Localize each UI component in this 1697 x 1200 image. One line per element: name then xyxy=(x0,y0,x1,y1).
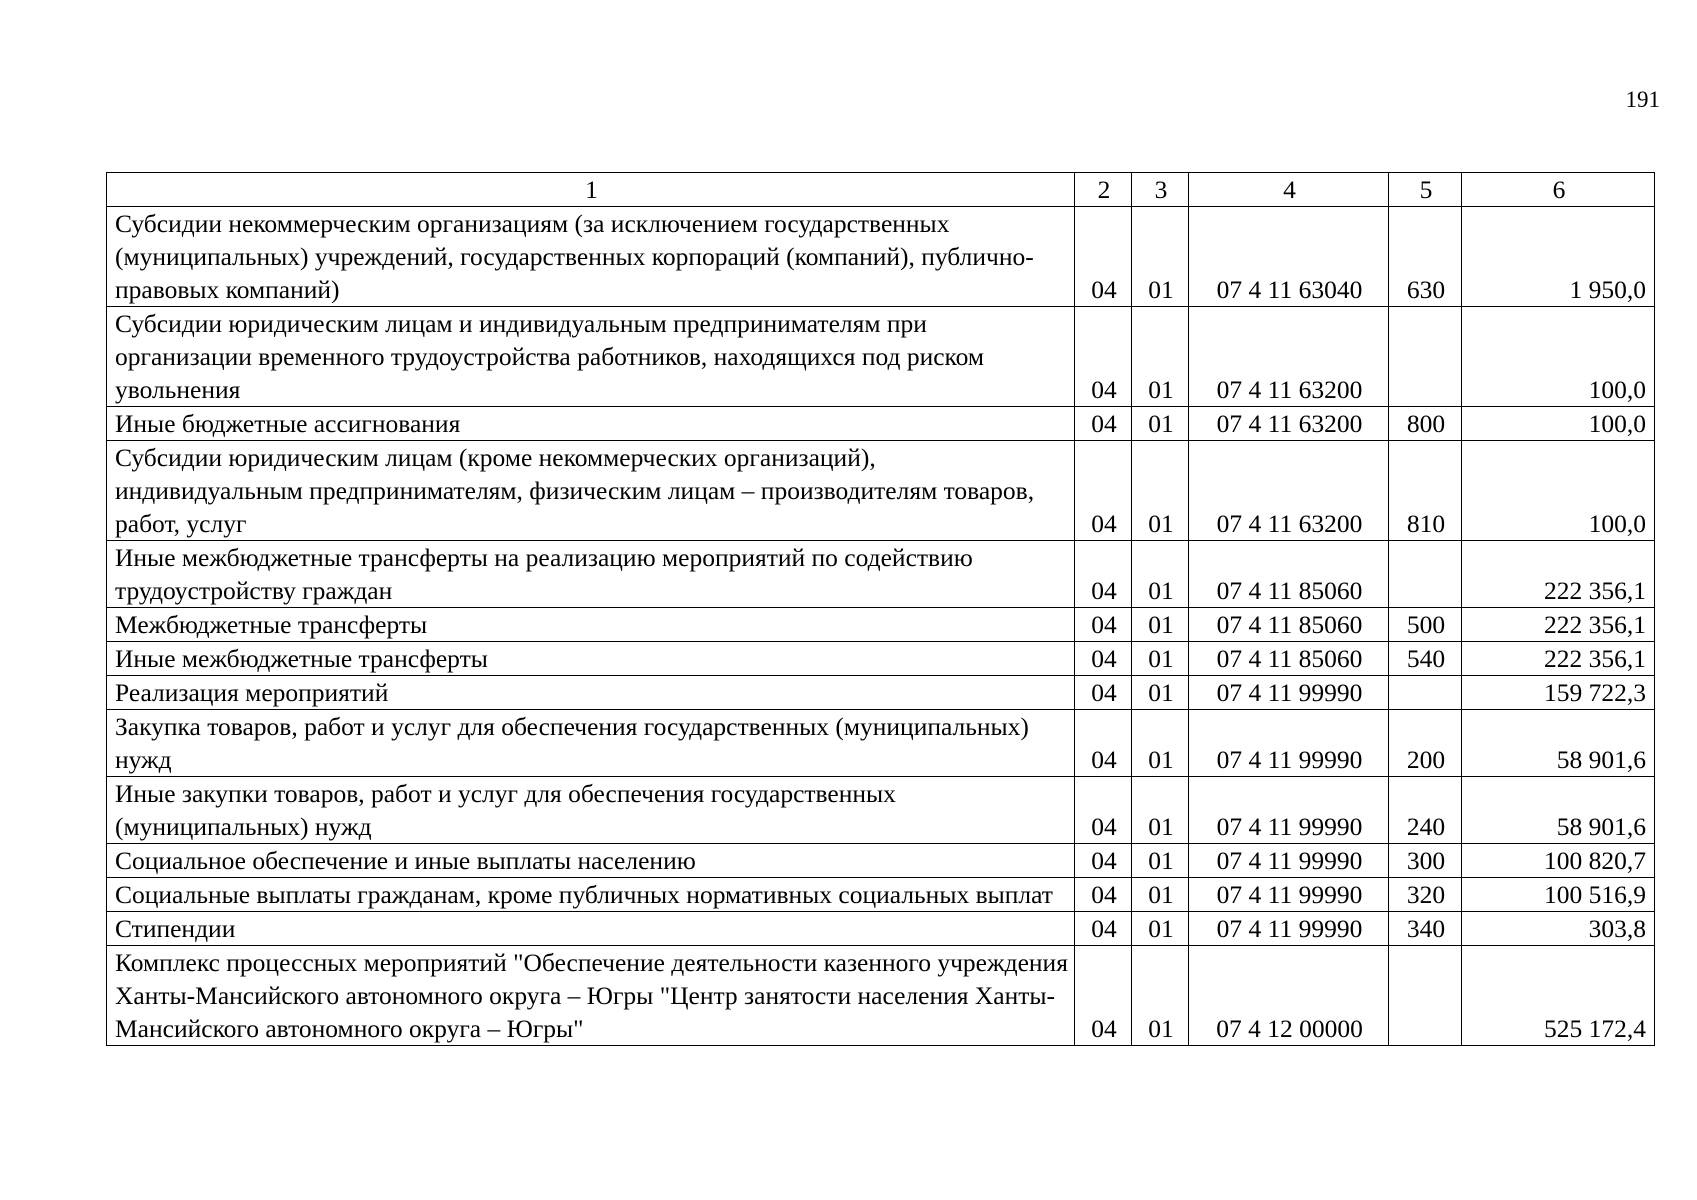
row-name: Иные закупки товаров, работ и услуг для обеспечения государственных (муниципальных) нужд xyxy=(107,777,1075,844)
subsection-code: 01 xyxy=(1132,608,1189,642)
amount: 100 820,7 xyxy=(1462,844,1655,878)
table-row xyxy=(107,777,1655,844)
row-name: Реализация мероприятий xyxy=(107,676,1075,710)
expense-type-code: 800 xyxy=(1389,407,1462,441)
subsection-code: 01 xyxy=(1132,541,1189,608)
expense-type-code: 200 xyxy=(1389,710,1462,777)
column-header-1: 1 xyxy=(107,173,1075,207)
section-code: 04 xyxy=(1075,777,1132,844)
table-row xyxy=(107,912,1655,946)
budget-table xyxy=(106,172,1655,1046)
target-article-code: 07 4 11 99990 xyxy=(1189,676,1389,710)
section-code: 04 xyxy=(1075,407,1132,441)
amount: 58 901,6 xyxy=(1462,710,1655,777)
section-code: 04 xyxy=(1075,642,1132,676)
target-article-code: 07 4 11 63040 xyxy=(1189,207,1389,307)
table-row xyxy=(107,844,1655,878)
target-article-code: 07 4 11 63200 xyxy=(1189,407,1389,441)
subsection-code: 01 xyxy=(1132,207,1189,307)
row-name: Социальное обеспечение и иные выплаты населению xyxy=(107,844,1075,878)
table-row xyxy=(107,541,1655,608)
row-name: Стипендии xyxy=(107,912,1075,946)
section-code: 04 xyxy=(1075,912,1132,946)
table-row xyxy=(107,307,1655,407)
table-row xyxy=(107,710,1655,777)
subsection-code: 01 xyxy=(1132,878,1189,912)
target-article-code: 07 4 11 63200 xyxy=(1189,441,1389,541)
table-row xyxy=(107,407,1655,441)
target-article-code: 07 4 11 99990 xyxy=(1189,912,1389,946)
amount: 58 901,6 xyxy=(1462,777,1655,844)
section-code: 04 xyxy=(1075,541,1132,608)
target-article-code: 07 4 11 85060 xyxy=(1189,608,1389,642)
column-header-5: 5 xyxy=(1389,173,1462,207)
column-header-3: 3 xyxy=(1132,173,1189,207)
target-article-code: 07 4 11 99990 xyxy=(1189,844,1389,878)
subsection-code: 01 xyxy=(1132,642,1189,676)
amount: 100,0 xyxy=(1462,407,1655,441)
expense-type-code: 320 xyxy=(1389,878,1462,912)
expense-type-code xyxy=(1389,946,1462,1046)
expense-type-code: 500 xyxy=(1389,608,1462,642)
expense-type-code: 630 xyxy=(1389,207,1462,307)
amount: 222 356,1 xyxy=(1462,642,1655,676)
section-code: 04 xyxy=(1075,844,1132,878)
target-article-code: 07 4 11 85060 xyxy=(1189,541,1389,608)
target-article-code: 07 4 12 00000 xyxy=(1189,946,1389,1046)
row-name: Иные межбюджетные трансферты xyxy=(107,642,1075,676)
expense-type-code: 810 xyxy=(1389,441,1462,541)
column-header-6: 6 xyxy=(1462,173,1655,207)
column-header-2: 2 xyxy=(1075,173,1132,207)
subsection-code: 01 xyxy=(1132,777,1189,844)
expense-type-code: 240 xyxy=(1389,777,1462,844)
row-name: Субсидии некоммерческим организациям (за исключением государственных (муниципальных) учреждений, государственных корпораций (компаний), публично-правовых компаний) xyxy=(107,207,1075,307)
expense-type-code: 340 xyxy=(1389,912,1462,946)
subsection-code: 01 xyxy=(1132,912,1189,946)
row-name: Межбюджетные трансферты xyxy=(107,608,1075,642)
table-row xyxy=(107,608,1655,642)
section-code: 04 xyxy=(1075,676,1132,710)
row-name: Субсидии юридическим лицам и индивидуальным предпринимателям при организации временного трудоустройства работников, находящихся под риском увольнения xyxy=(107,307,1075,407)
row-name: Субсидии юридическим лицам (кроме некоммерческих организаций), индивидуальным предпринимателям, физическим лицам – производителям товаров, работ, услуг xyxy=(107,441,1075,541)
subsection-code: 01 xyxy=(1132,710,1189,777)
subsection-code: 01 xyxy=(1132,441,1189,541)
amount: 222 356,1 xyxy=(1462,608,1655,642)
subsection-code: 01 xyxy=(1132,676,1189,710)
column-header-4: 4 xyxy=(1189,173,1389,207)
table-row xyxy=(107,676,1655,710)
amount: 100,0 xyxy=(1462,441,1655,541)
table-body xyxy=(107,207,1655,1046)
row-name: Социальные выплаты гражданам, кроме публичных нормативных социальных выплат xyxy=(107,878,1075,912)
subsection-code: 01 xyxy=(1132,946,1189,1046)
amount: 1 950,0 xyxy=(1462,207,1655,307)
expense-type-code: 300 xyxy=(1389,844,1462,878)
amount: 159 722,3 xyxy=(1462,676,1655,710)
row-name: Закупка товаров, работ и услуг для обеспечения государственных (муниципальных) нужд xyxy=(107,710,1075,777)
subsection-code: 01 xyxy=(1132,307,1189,407)
table-header-row xyxy=(107,173,1655,207)
section-code: 04 xyxy=(1075,946,1132,1046)
subsection-code: 01 xyxy=(1132,407,1189,441)
row-name: Комплекс процессных мероприятий "Обеспечение деятельности казенного учреждения Ханты-Мансийского автономного округа – Югры "Центр занятости населения Ханты-Мансийского автономного округа – Югры" xyxy=(107,946,1075,1046)
expense-type-code xyxy=(1389,307,1462,407)
amount: 100 516,9 xyxy=(1462,878,1655,912)
table-row xyxy=(107,946,1655,1046)
table-row xyxy=(107,878,1655,912)
section-code: 04 xyxy=(1075,441,1132,541)
section-code: 04 xyxy=(1075,608,1132,642)
expense-type-code: 540 xyxy=(1389,642,1462,676)
section-code: 04 xyxy=(1075,878,1132,912)
expense-type-code xyxy=(1389,541,1462,608)
amount: 222 356,1 xyxy=(1462,541,1655,608)
table-row xyxy=(107,441,1655,541)
target-article-code: 07 4 11 85060 xyxy=(1189,642,1389,676)
target-article-code: 07 4 11 63200 xyxy=(1189,307,1389,407)
amount: 525 172,4 xyxy=(1462,946,1655,1046)
section-code: 04 xyxy=(1075,307,1132,407)
target-article-code: 07 4 11 99990 xyxy=(1189,878,1389,912)
section-code: 04 xyxy=(1075,710,1132,777)
amount: 100,0 xyxy=(1462,307,1655,407)
row-name: Иные межбюджетные трансферты на реализацию мероприятий по содействию трудоустройству граждан xyxy=(107,541,1075,608)
subsection-code: 01 xyxy=(1132,844,1189,878)
table-row xyxy=(107,642,1655,676)
row-name: Иные бюджетные ассигнования xyxy=(107,407,1075,441)
target-article-code: 07 4 11 99990 xyxy=(1189,777,1389,844)
amount: 303,8 xyxy=(1462,912,1655,946)
target-article-code: 07 4 11 99990 xyxy=(1189,710,1389,777)
page-number: 191 xyxy=(1625,87,1660,112)
section-code: 04 xyxy=(1075,207,1132,307)
expense-type-code xyxy=(1389,676,1462,710)
table-row xyxy=(107,207,1655,307)
